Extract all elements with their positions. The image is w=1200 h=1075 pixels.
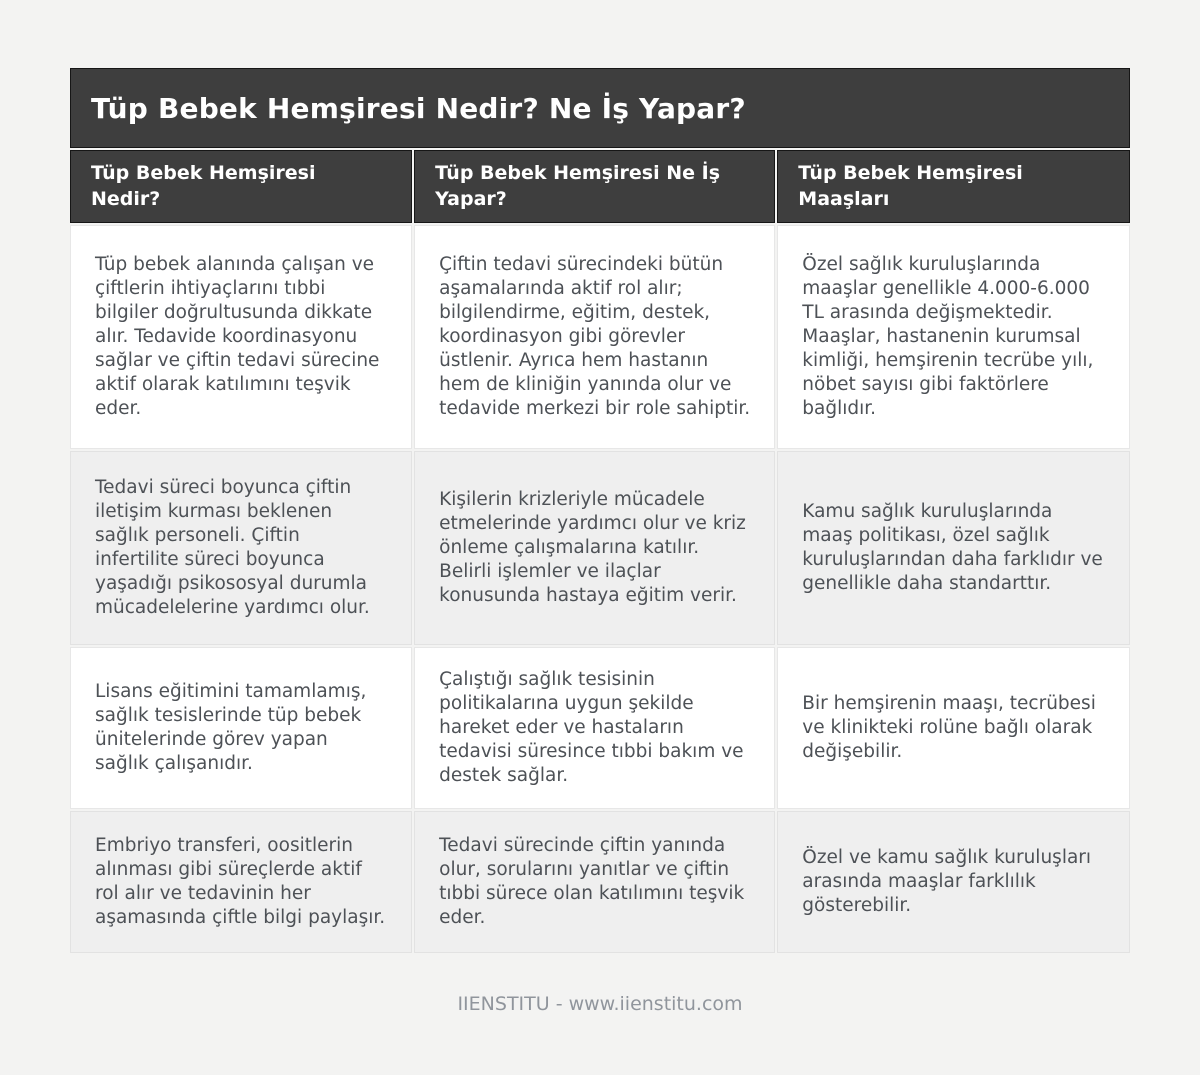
- table-row: [70, 225, 1130, 449]
- column-header-row: [70, 150, 1130, 223]
- content-area: [68, 0, 1132, 1015]
- table-cell: Bir hemşirenin maaşı, tecrübesi ve klinikteki rolüne bağlı olarak değişebilir.: [777, 647, 1130, 809]
- table-cell: Tüp bebek alanında çalışan ve çiftlerin ihtiyaçlarını tıbbi bilgiler doğrultusunda dikkate alır. Tedavide koordinasyonu sağlar ve çiftin tedavi sürecine aktif olarak katılımını teşvik eder.: [70, 225, 412, 449]
- table-cell: Lisans eğitimini tamamlamış, sağlık tesislerinde tüp bebek ünitelerinde görev yapan sağlık çalışanıdır.: [70, 647, 412, 809]
- table-cell: Embriyo transferi, oositlerin alınması gibi süreçlerde aktif rol alır ve tedavinin her aşamasında çiftle bilgi paylaşır.: [70, 811, 412, 953]
- footer-branding-text: IIENSTITU - www.iienstitu.com: [457, 993, 743, 1016]
- column-header-maaslar: Tüp Bebek Hemşiresi Maaşları: [777, 150, 1130, 223]
- table-cell: Tedavi sürecinde çiftin yanında olur, sorularını yanıtlar ve çiftin tıbbi sürece olan katılımını teşvik eder.: [414, 811, 775, 953]
- table-row: [70, 647, 1130, 809]
- table-cell: Özel ve kamu sağlık kuruluşları arasında maaşlar farklılık gösterebilir.: [777, 811, 1130, 953]
- ivf-nurse-info-table: [68, 66, 1132, 955]
- table-cell: Özel sağlık kuruluşlarında maaşlar genellikle 4.000-6.000 TL arasında değişmektedir. Maaşlar, hastanenin kurumsal kimliği, hemşirenin tecrübe yılı, nöbet sayısı gibi faktörlere bağlıdır.: [777, 225, 1130, 449]
- table-cell: Kişilerin krizleriyle mücadele etmelerinde yardımcı olur ve kriz önleme çalışmalarına katılır. Belirli işlemler ve ilaçlar konusunda hastaya eğitim verir.: [414, 451, 775, 645]
- column-header-ne-is-yapar: Tüp Bebek Hemşiresi Ne İş Yapar?: [414, 150, 775, 223]
- table-cell: Çalıştığı sağlık tesisinin politikalarına uygun şekilde hareket eder ve hastaların tedavisi süresince tıbbi bakım ve destek sağlar.: [414, 647, 775, 809]
- table-row: [70, 451, 1130, 645]
- title-row: [70, 68, 1130, 148]
- table-cell: Tedavi süreci boyunca çiftin iletişim kurması beklenen sağlık personeli. Çiftin infertilite süreci boyunca yaşadığı psikososyal durumla mücadelelerine yardımcı olur.: [70, 451, 412, 645]
- page-title: Tüp Bebek Hemşiresi Nedir? Ne İş Yapar?: [70, 68, 1130, 148]
- table-row: [70, 811, 1130, 953]
- table-cell: Çiftin tedavi sürecindeki bütün aşamalarında aktif rol alır; bilgilendirme, eğitim, destek, koordinasyon gibi görevler üstlenir. Ayrıca hem hastanın hem de kliniğin yanında olur ve tedavide merkezi bir role sahiptir.: [414, 225, 775, 449]
- table-cell: Kamu sağlık kuruluşlarında maaş politikası, özel sağlık kuruluşlarından daha farklıdır ve genellikle daha standarttır.: [777, 451, 1130, 645]
- column-header-nedir: Tüp Bebek Hemşiresi Nedir?: [70, 150, 412, 223]
